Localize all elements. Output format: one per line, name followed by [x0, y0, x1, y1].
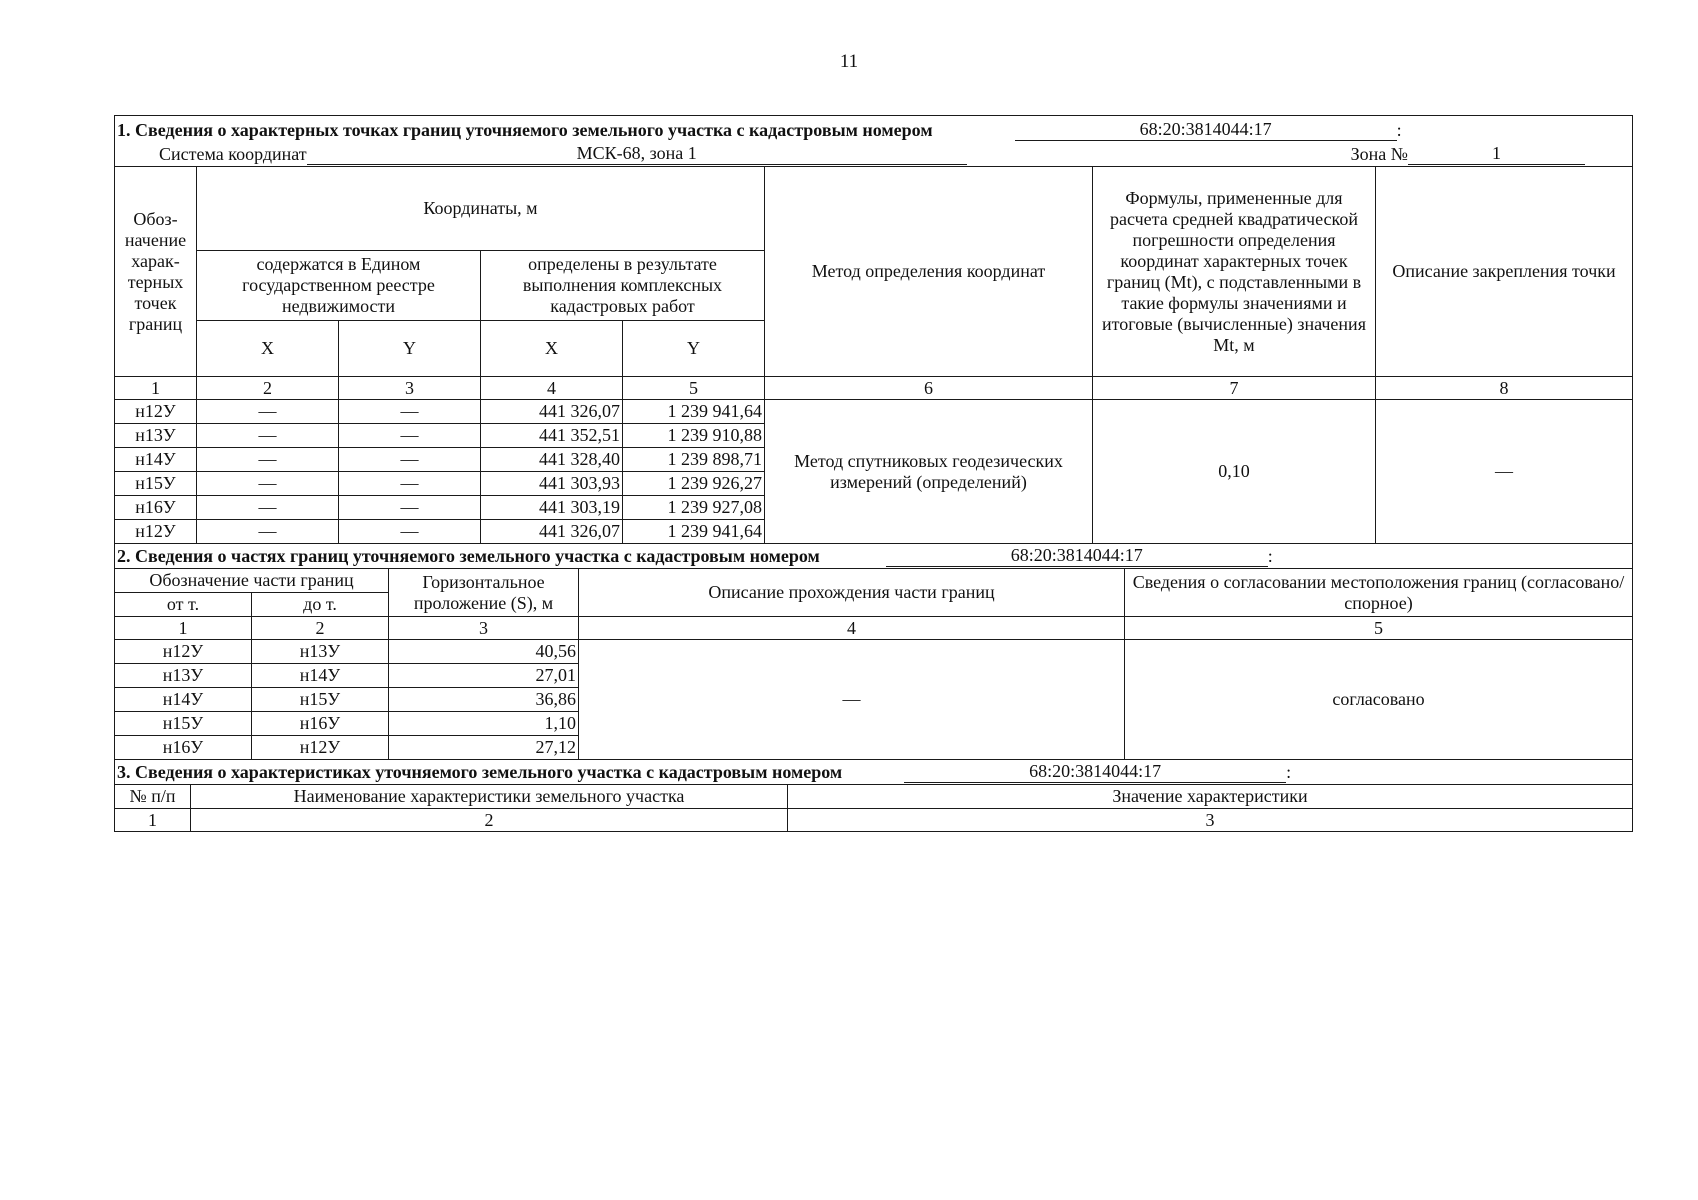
- x-egrn-value: —: [197, 520, 339, 544]
- coord-system-value: МСК-68, зона 1: [307, 143, 967, 165]
- section3-colon: :: [1286, 762, 1292, 782]
- coordinate-system-row: [115, 142, 1633, 167]
- x-egrn-value: —: [197, 472, 339, 496]
- num-header: № п/п: [115, 785, 191, 809]
- col-number: 2: [252, 617, 389, 640]
- x-value: 441 303,93: [481, 472, 623, 496]
- col-number: 7: [1093, 377, 1376, 400]
- horizontal-value: 27,12: [389, 736, 579, 760]
- from-point: н12У: [115, 640, 252, 664]
- section3-cadastral-number: 68:20:3814044:17: [904, 761, 1286, 783]
- from-point: н14У: [115, 688, 252, 712]
- section1-title: 1. Сведения о характерных точках границ уточняемого земельного участка с кадастровым номером: [117, 120, 933, 140]
- from-point: н16У: [115, 736, 252, 760]
- x-value: 441 328,40: [481, 448, 623, 472]
- fixing-header: Описание закрепления точки: [1376, 167, 1633, 377]
- coordinates-header: Координаты, м: [197, 167, 765, 251]
- point-name: н13У: [115, 424, 197, 448]
- section3-title-cell: [115, 760, 1633, 785]
- coord-system-label: Система координат: [159, 144, 307, 164]
- section2-title: 2. Сведения о частях границ уточняемого земельного участка с кадастровым номером: [117, 546, 820, 566]
- point-name: н12У: [115, 400, 197, 424]
- y-header: Y: [623, 321, 765, 377]
- section2-table: [114, 543, 1633, 760]
- y-value: 1 239 898,71: [623, 448, 765, 472]
- to-point: н16У: [252, 712, 389, 736]
- col-number: 3: [788, 809, 1633, 832]
- method-header: Метод определения координат: [765, 167, 1093, 377]
- x-header: X: [481, 321, 623, 377]
- description-header: Описание прохождения части границ: [579, 569, 1125, 617]
- col-number: 2: [197, 377, 339, 400]
- col-number: 1: [115, 377, 197, 400]
- y-value: 1 239 926,27: [623, 472, 765, 496]
- y-egrn-value: —: [339, 520, 481, 544]
- x-value: 441 303,19: [481, 496, 623, 520]
- characteristic-name-header: Наименование характеристики земельного участка: [191, 785, 788, 809]
- col-number: 6: [765, 377, 1093, 400]
- x-egrn-value: —: [197, 496, 339, 520]
- col-number: 1: [115, 617, 252, 640]
- col-number: 3: [339, 377, 481, 400]
- y-egrn-value: —: [339, 400, 481, 424]
- description-value: —: [579, 640, 1125, 760]
- x-egrn-value: —: [197, 400, 339, 424]
- determined-header: определены в результате выполнения комплексных кадастровых работ: [481, 251, 765, 321]
- section1-colon: :: [1396, 120, 1402, 140]
- to-header: до т.: [252, 593, 389, 617]
- to-point: н12У: [252, 736, 389, 760]
- agreement-value: согласовано: [1125, 640, 1633, 760]
- designation-header: Обоз- начение харак- терных точек границ: [115, 167, 197, 377]
- x-value: 441 352,51: [481, 424, 623, 448]
- y-egrn-value: —: [339, 496, 481, 520]
- point-name: н15У: [115, 472, 197, 496]
- cadastral-form: [114, 115, 1632, 832]
- section2-title-cell: [115, 544, 1633, 569]
- x-value: 441 326,07: [481, 520, 623, 544]
- table-row: [115, 400, 1633, 424]
- col-number: 4: [481, 377, 623, 400]
- fixing-value: —: [1376, 400, 1633, 544]
- y-egrn-value: —: [339, 424, 481, 448]
- section1-title-cell: [115, 116, 1633, 143]
- y-value: 1 239 927,08: [623, 496, 765, 520]
- section2-colon: :: [1267, 546, 1273, 566]
- x-value: 441 326,07: [481, 400, 623, 424]
- from-header: от т.: [115, 593, 252, 617]
- section3-title: 3. Сведения о характеристиках уточняемого земельного участка с кадастровым номером: [117, 762, 843, 782]
- section2-cadastral-number: 68:20:3814044:17: [886, 545, 1268, 567]
- mt-value: 0,10: [1093, 400, 1376, 544]
- point-name: н14У: [115, 448, 197, 472]
- col-number: 5: [1125, 617, 1633, 640]
- method-value: Метод спутниковых геодезических измерений (определений): [765, 400, 1093, 544]
- part-designation-header: Обозначение части границ: [115, 569, 389, 593]
- col-number: 8: [1376, 377, 1633, 400]
- horizontal-value: 27,01: [389, 664, 579, 688]
- horizontal-header: Горизонтальное проложение (S), м: [389, 569, 579, 617]
- zone-label: Зона №: [1350, 144, 1408, 164]
- y-value: 1 239 941,64: [623, 520, 765, 544]
- x-egrn-value: —: [197, 424, 339, 448]
- agreement-header: Сведения о согласовании местоположения границ (согласовано/спорное): [1125, 569, 1633, 617]
- point-name: н16У: [115, 496, 197, 520]
- horizontal-value: 1,10: [389, 712, 579, 736]
- col-number: 2: [191, 809, 788, 832]
- from-point: н15У: [115, 712, 252, 736]
- characteristic-value-header: Значение характеристики: [788, 785, 1633, 809]
- horizontal-value: 40,56: [389, 640, 579, 664]
- col-number: 1: [115, 809, 191, 832]
- section3-table: [114, 759, 1633, 832]
- col-number: 4: [579, 617, 1125, 640]
- from-point: н13У: [115, 664, 252, 688]
- horizontal-value: 36,86: [389, 688, 579, 712]
- col-number: 3: [389, 617, 579, 640]
- contained-egrn-header: содержатся в Едином государственном реестре недвижимости: [197, 251, 481, 321]
- y-egrn-header: Y: [339, 321, 481, 377]
- table-row: [115, 640, 1633, 664]
- formulas-header: Формулы, примененные для расчета средней квадратической погрешности определения координат характерных точек границ (Mt), с подставленными в такие формулы значениями и итоговые (вычисленные) значения Mt, м: [1093, 167, 1376, 377]
- page-number: 11: [839, 51, 859, 72]
- to-point: н13У: [252, 640, 389, 664]
- y-egrn-value: —: [339, 472, 481, 496]
- zone-value: 1: [1408, 143, 1585, 165]
- x-egrn-value: —: [197, 448, 339, 472]
- y-value: 1 239 941,64: [623, 400, 765, 424]
- x-egrn-header: X: [197, 321, 339, 377]
- to-point: н15У: [252, 688, 389, 712]
- point-name: н12У: [115, 520, 197, 544]
- to-point: н14У: [252, 664, 389, 688]
- col-number: 5: [623, 377, 765, 400]
- section1-table: [114, 115, 1633, 544]
- y-egrn-value: —: [339, 448, 481, 472]
- section1-cadastral-number: 68:20:3814044:17: [1015, 119, 1397, 141]
- y-value: 1 239 910,88: [623, 424, 765, 448]
